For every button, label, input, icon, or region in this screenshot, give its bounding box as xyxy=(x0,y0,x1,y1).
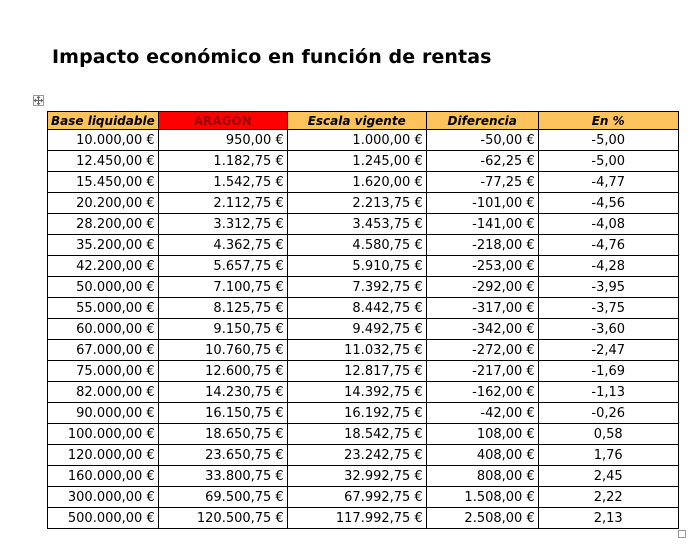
cell-base-liquidable: 82.000,00 € xyxy=(48,382,159,403)
cell-diferencia: -141,00 € xyxy=(426,214,538,235)
cell-en-porcentaje: -4,28 xyxy=(538,256,678,277)
cell-base-liquidable: 28.200,00 € xyxy=(48,214,159,235)
cell-en-porcentaje: -4,76 xyxy=(538,235,678,256)
table-body xyxy=(48,130,679,529)
cell-diferencia: -253,00 € xyxy=(426,256,538,277)
cell-aragon: 10.760,75 € xyxy=(158,340,287,361)
cell-escala-vigente: 7.392,75 € xyxy=(287,277,426,298)
cell-escala-vigente: 117.992,75 € xyxy=(287,508,426,529)
cell-base-liquidable: 120.000,00 € xyxy=(48,445,159,466)
table-row xyxy=(48,172,679,193)
table-row xyxy=(48,403,679,424)
table-row xyxy=(48,193,679,214)
cell-aragon: 2.112,75 € xyxy=(158,193,287,214)
header-aragon: ARAGÓN xyxy=(158,112,287,130)
cell-escala-vigente: 67.992,75 € xyxy=(287,487,426,508)
cell-escala-vigente: 1.000,00 € xyxy=(287,130,426,151)
cell-base-liquidable: 67.000,00 € xyxy=(48,340,159,361)
cell-base-liquidable: 35.200,00 € xyxy=(48,235,159,256)
table-row xyxy=(48,445,679,466)
cell-base-liquidable: 300.000,00 € xyxy=(48,487,159,508)
table-row xyxy=(48,235,679,256)
cell-aragon: 3.312,75 € xyxy=(158,214,287,235)
cell-base-liquidable: 60.000,00 € xyxy=(48,319,159,340)
cell-aragon: 7.100,75 € xyxy=(158,277,287,298)
cell-aragon: 16.150,75 € xyxy=(158,403,287,424)
cell-base-liquidable: 20.200,00 € xyxy=(48,193,159,214)
cell-escala-vigente: 1.620,00 € xyxy=(287,172,426,193)
cell-base-liquidable: 55.000,00 € xyxy=(48,298,159,319)
cell-escala-vigente: 23.242,75 € xyxy=(287,445,426,466)
resize-handle-icon[interactable] xyxy=(678,530,686,538)
cell-aragon: 120.500,75 € xyxy=(158,508,287,529)
cell-diferencia: -77,25 € xyxy=(426,172,538,193)
cell-base-liquidable: 10.000,00 € xyxy=(48,130,159,151)
table-row xyxy=(48,256,679,277)
cell-aragon: 14.230,75 € xyxy=(158,382,287,403)
cell-en-porcentaje: -4,56 xyxy=(538,193,678,214)
cell-aragon: 18.650,75 € xyxy=(158,424,287,445)
cell-base-liquidable: 42.200,00 € xyxy=(48,256,159,277)
cell-diferencia: 408,00 € xyxy=(426,445,538,466)
cell-diferencia: -101,00 € xyxy=(426,193,538,214)
cell-en-porcentaje: 0,58 xyxy=(538,424,678,445)
cell-aragon: 1.182,75 € xyxy=(158,151,287,172)
cell-en-porcentaje: -2,47 xyxy=(538,340,678,361)
cell-escala-vigente: 4.580,75 € xyxy=(287,235,426,256)
cell-diferencia: 108,00 € xyxy=(426,424,538,445)
cell-diferencia: -342,00 € xyxy=(426,319,538,340)
page-title: Impacto económico en función de rentas xyxy=(52,46,492,68)
header-diferencia: Diferencia xyxy=(426,112,538,130)
cell-en-porcentaje: -3,75 xyxy=(538,298,678,319)
table-row xyxy=(48,340,679,361)
cell-diferencia: -218,00 € xyxy=(426,235,538,256)
cell-escala-vigente: 3.453,75 € xyxy=(287,214,426,235)
table-row xyxy=(48,361,679,382)
cell-diferencia: -317,00 € xyxy=(426,298,538,319)
cell-diferencia: -272,00 € xyxy=(426,340,538,361)
cell-en-porcentaje: -4,08 xyxy=(538,214,678,235)
table-row xyxy=(48,319,679,340)
table-row xyxy=(48,466,679,487)
cell-diferencia: -292,00 € xyxy=(426,277,538,298)
cell-diferencia: -50,00 € xyxy=(426,130,538,151)
table-row xyxy=(48,424,679,445)
cell-base-liquidable: 90.000,00 € xyxy=(48,403,159,424)
cell-en-porcentaje: 2,13 xyxy=(538,508,678,529)
cell-base-liquidable: 100.000,00 € xyxy=(48,424,159,445)
header-en-porcentaje: En % xyxy=(538,112,678,130)
cell-base-liquidable: 75.000,00 € xyxy=(48,361,159,382)
cell-en-porcentaje: -1,13 xyxy=(538,382,678,403)
cell-escala-vigente: 14.392,75 € xyxy=(287,382,426,403)
cell-en-porcentaje: -4,77 xyxy=(538,172,678,193)
header-escala-vigente: Escala vigente xyxy=(287,112,426,130)
cell-aragon: 9.150,75 € xyxy=(158,319,287,340)
cell-diferencia: 1.508,00 € xyxy=(426,487,538,508)
cell-en-porcentaje: -1,69 xyxy=(538,361,678,382)
table-row xyxy=(48,487,679,508)
cell-en-porcentaje: -3,60 xyxy=(538,319,678,340)
cell-diferencia: 808,00 € xyxy=(426,466,538,487)
cell-en-porcentaje: 2,45 xyxy=(538,466,678,487)
cell-en-porcentaje: -0,26 xyxy=(538,403,678,424)
cell-aragon: 5.657,75 € xyxy=(158,256,287,277)
cell-en-porcentaje: -5,00 xyxy=(538,151,678,172)
cell-aragon: 950,00 € xyxy=(158,130,287,151)
cell-escala-vigente: 32.992,75 € xyxy=(287,466,426,487)
cell-aragon: 1.542,75 € xyxy=(158,172,287,193)
cell-aragon: 69.500,75 € xyxy=(158,487,287,508)
cell-en-porcentaje: 1,76 xyxy=(538,445,678,466)
table-header-row xyxy=(48,112,679,130)
table-row xyxy=(48,130,679,151)
rentas-table xyxy=(47,111,679,529)
table-row xyxy=(48,508,679,529)
move-arrows-icon[interactable] xyxy=(33,95,44,106)
cell-escala-vigente: 1.245,00 € xyxy=(287,151,426,172)
cell-en-porcentaje: -3,95 xyxy=(538,277,678,298)
cell-aragon: 12.600,75 € xyxy=(158,361,287,382)
table-row xyxy=(48,382,679,403)
cell-aragon: 8.125,75 € xyxy=(158,298,287,319)
table-row xyxy=(48,277,679,298)
cell-base-liquidable: 15.450,00 € xyxy=(48,172,159,193)
cell-diferencia: -217,00 € xyxy=(426,361,538,382)
cell-en-porcentaje: -5,00 xyxy=(538,130,678,151)
cell-base-liquidable: 12.450,00 € xyxy=(48,151,159,172)
cell-aragon: 33.800,75 € xyxy=(158,466,287,487)
cell-escala-vigente: 8.442,75 € xyxy=(287,298,426,319)
header-base-liquidable: Base liquidable xyxy=(48,112,159,130)
cell-base-liquidable: 50.000,00 € xyxy=(48,277,159,298)
cell-escala-vigente: 12.817,75 € xyxy=(287,361,426,382)
cell-escala-vigente: 11.032,75 € xyxy=(287,340,426,361)
cell-aragon: 4.362,75 € xyxy=(158,235,287,256)
cell-diferencia: -42,00 € xyxy=(426,403,538,424)
cell-escala-vigente: 2.213,75 € xyxy=(287,193,426,214)
cell-aragon: 23.650,75 € xyxy=(158,445,287,466)
cell-escala-vigente: 16.192,75 € xyxy=(287,403,426,424)
table-row xyxy=(48,151,679,172)
table-row xyxy=(48,214,679,235)
cell-diferencia: -62,25 € xyxy=(426,151,538,172)
cell-base-liquidable: 500.000,00 € xyxy=(48,508,159,529)
cell-en-porcentaje: 2,22 xyxy=(538,487,678,508)
cell-base-liquidable: 160.000,00 € xyxy=(48,466,159,487)
cell-escala-vigente: 18.542,75 € xyxy=(287,424,426,445)
cell-escala-vigente: 9.492,75 € xyxy=(287,319,426,340)
cell-escala-vigente: 5.910,75 € xyxy=(287,256,426,277)
cell-diferencia: 2.508,00 € xyxy=(426,508,538,529)
table-row xyxy=(48,298,679,319)
cell-diferencia: -162,00 € xyxy=(426,382,538,403)
